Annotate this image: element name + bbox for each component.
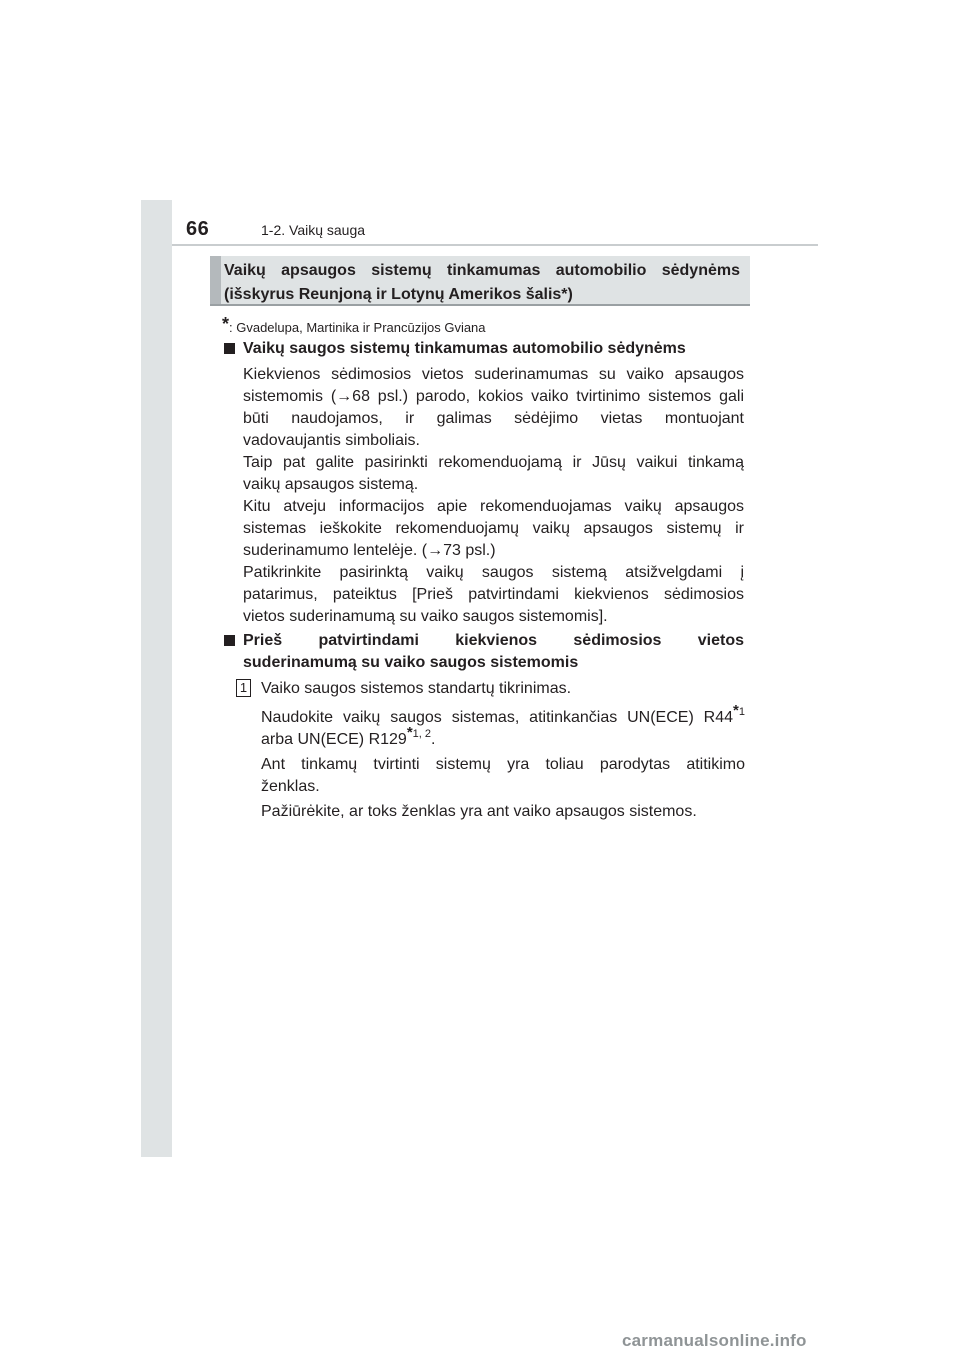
page-number: 66: [186, 218, 210, 240]
step-paragraph-3: [261, 801, 745, 823]
footnote: [222, 314, 486, 335]
body-line: Pažiūrėkite, ar toks ženklas yra ant vaiko apsaugos sistemos.: [261, 803, 697, 820]
body-line: vaikų apsaugos sistemą.: [243, 476, 419, 493]
ref-number: 1, 2: [412, 728, 432, 740]
subsection-heading-1-text: Vaikų saugos sistemų tinkamumas automobilio sėdynėms: [243, 340, 686, 357]
topic-heading: [224, 259, 740, 307]
body-line: [261, 702, 745, 729]
footnote-text: : Gvadelupa, Martinika ir Prancūzijos Gviana: [229, 320, 486, 335]
side-tab-strip: [141, 200, 172, 1157]
body-line: suderinamumo lentelėje. (→73 psl.): [243, 542, 496, 559]
body-line: vietos suderinamumą su vaiko saugos sistemomis].: [243, 608, 608, 625]
body-line: sistemomis (→68 psl.) parodo, kokios vaiko tvirtinimo sistemos gali: [243, 388, 744, 405]
body-line: Kitu atveju informacijos apie rekomenduojamas vaikų apsaugos: [243, 498, 744, 515]
step-number-badge: 1: [236, 679, 251, 697]
heading-underline: [210, 304, 750, 306]
topic-heading-box: [210, 256, 750, 304]
subsection-heading-2-line1: Prieš patvirtindami kiekvienos sėdimosios vietos: [243, 632, 744, 649]
heading-accent-bar: [210, 256, 221, 304]
ref-asterisk: *: [406, 724, 413, 741]
header-rule: [172, 244, 818, 246]
body-text: arba UN(ECE) R129: [261, 731, 407, 748]
ref-number: 1: [738, 706, 745, 718]
square-bullet-icon: [224, 343, 235, 354]
step-paragraph-2: [261, 754, 745, 798]
body-text: .: [431, 731, 436, 748]
section1-body: [243, 364, 744, 628]
body-line: Kiekvienos sėdimosios vietos suderinamumas su vaiko apsaugos: [243, 366, 744, 383]
ref-asterisk: *: [733, 702, 739, 719]
topic-heading-line1: Vaikų apsaugos sistemų tinkamumas automobilio sėdynėms: [224, 262, 740, 279]
watermark: carmanualsonline.info: [622, 1331, 807, 1350]
body-line: Ant tinkamų tvirtinti sistemų yra toliau parodytas atitikimo: [261, 756, 745, 773]
body-line: vadovaujantis simboliais.: [243, 432, 420, 449]
section-title: 1-2. Vaikų sauga: [261, 222, 366, 238]
subsection-heading-1: [222, 338, 744, 360]
subsection-heading-2: [222, 630, 744, 674]
body-text: Naudokite vaikų saugos sistemas, atitinkančias UN(ECE) R44: [261, 709, 734, 726]
body-line: ženklas.: [261, 778, 320, 795]
body-line: sistemas ieškokite rekomenduojamų vaikų apsaugos sistemų ir: [243, 520, 744, 537]
body-line: Taip pat galite pasirinkti rekomenduojamą ir Jūsų vaikui tinkamą: [243, 454, 744, 471]
body-line: Patikrinkite pasirinktą vaikų saugos sistemą atsižvelgdami į: [243, 564, 744, 581]
step-paragraph-1: [261, 702, 745, 751]
footnote-ref: [406, 724, 432, 741]
subsection-heading-2-line2: suderinamumą su vaiko saugos sistemomis: [243, 654, 579, 671]
footnote-asterisk: *: [222, 314, 230, 334]
body-line: būti naudojamos, ir galimas sėdėjimo vietas montuojant: [243, 410, 744, 427]
topic-heading-line2: (išskyrus Reunjoną ir Lotynų Amerikos šalis*): [224, 286, 573, 303]
step-title: [261, 678, 745, 700]
step-title-text: Vaiko saugos sistemos standartų tikrinimas.: [261, 680, 572, 697]
body-line: [261, 724, 745, 751]
footnote-ref: [733, 702, 745, 719]
square-bullet-icon: [224, 635, 235, 646]
body-line: patarimus, pateiktus [Prieš patvirtindami kiekvienos sėdimosios: [243, 586, 744, 603]
